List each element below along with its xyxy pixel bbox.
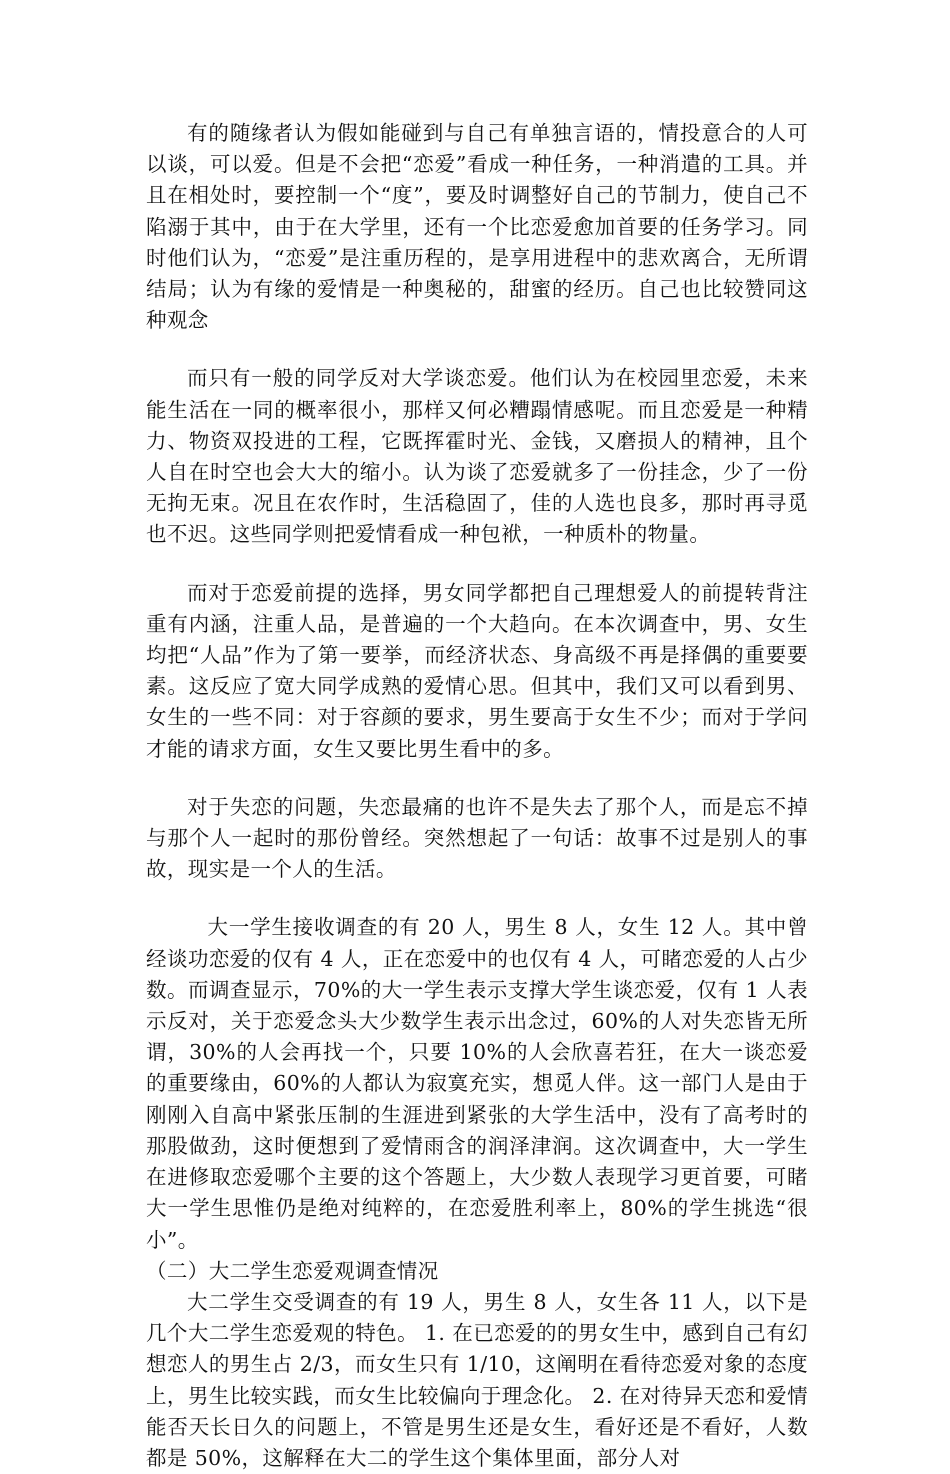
paragraph-gap	[146, 551, 808, 578]
paragraph-sophomore-survey: 大二学生交受调查的有 19 人，男生 8 人，女生各 11 人，以下是几个大二学生恋爱观的特色。 1. 在已恋爱的的男女生中，感到自己有幻想恋人的男生占 2/3，而女生只有 1/10，这阐明在看待恋爱对象的态度上，男生比较实践，而女生比较偏向于理念化。 2. 在对待异天恋和爱情能否天长日久的问题上，不管是男生还是女生，看好还是不看好，人数都是 50%，这解释在大二的学生这个集体里面，部分人对	[146, 1289, 808, 1470]
paragraph-breakup: 对于失恋的问题，失恋最痛的也许不是失去了那个人，而是忘不掉与那个人一起时的那份曾经。突然想起了一句话：故事不过是别人的事故，现实是一个人的生活。	[146, 794, 808, 882]
paragraph-freshman-survey: 大一学生接收调查的有 20 人，男生 8 人，女生 12 人。其中曾经谈功恋爱的仅有 4 人，正在恋爱中的也仅有 4 人，可睹恋爱的人占少数。而调查显示，70%的大一学生表示支撑大学生谈恋爱，仅有 1 人表示反对，关于恋爱念头大少数学生表示出念过，60%的人对失恋皆无所谓，30%的人会再找一个，只要 10%的人会欣喜若狂，在大一谈恋爱的重要缘由，60%的人都认为寂寞充实，想觅人伴。这一部门人是由于刚刚入自高中紧张压制的生涯进到紧张的大学生活中，没有了高考时的那股做劲，这时便想到了爱情雨含的润泽津润。这次调查中，大一学生在进修取恋爱哪个主要的这个答题上，大少数人表现学习更首要，可睹大一学生思惟仍是绝对纯粹的，在恋爱胜利率上，80%的学生挑选“很小”。	[146, 915, 808, 1252]
section-heading: （二）大二学生恋爱观调查情况	[146, 1258, 439, 1283]
paragraph-casual-attitude: 有的随缘者认为假如能碰到与自己有单独言语的，情投意合的人可以谈，可以爱。但是不会把“恋爱”看成一种任务，一种消遣的工具。并且在相处时，要控制一个“度”，要及时调整好自己的节制力，使自己不陷溺于其中，由于在大学里，还有一个比恋爱愈加首要的任务学习。同时他们认为，“恋爱”是注重历程的，是享用进程中的悲欢离合，无所谓结局；认为有缘的爱情是一种奥秘的，甜蜜的经历。自己也比较赞同这种观念	[146, 121, 808, 333]
paragraph-opposition: 而只有一般的同学反对大学谈恋爱。他们认为在校园里恋爱，未来能生活在一同的概率很小，那样又何必糟蹋情感呢。而且恋爱是一种精力、物资双投进的工程，它既挥霍时光、金钱，又磨损人的精神，且个人自在时空也会大大的缩小。认为谈了恋爱就多了一份挂念，少了一份无拘无束。况且在农作时，生活稳固了，佳的人选也良多，那时再寻觅也不迟。这些同学则把爱情看成一种包袱，一种质朴的物量。	[146, 366, 808, 547]
paragraph-partner-criteria: 而对于恋爱前提的选择，男女同学都把自己理想爱人的前提转背注重有内涵，注重人品，是普遍的一个大趋向。在本次调查中，男、女生均把“人品”作为了第一要挙，而经济状态、身高级不再是择偶的重要要素。这反应了宽大同学成熟的爱情心思。但其中，我们又可以看到男、女生的一些不同：对于容颜的要求，男生要高于女生不少；而对于学问才能的请求方面，女生又要比男生看中的多。	[146, 580, 808, 761]
paragraph-gap	[146, 336, 808, 363]
document-page	[146, 118, 808, 1474]
paragraph-gap	[146, 765, 808, 792]
paragraph-gap	[146, 885, 808, 912]
